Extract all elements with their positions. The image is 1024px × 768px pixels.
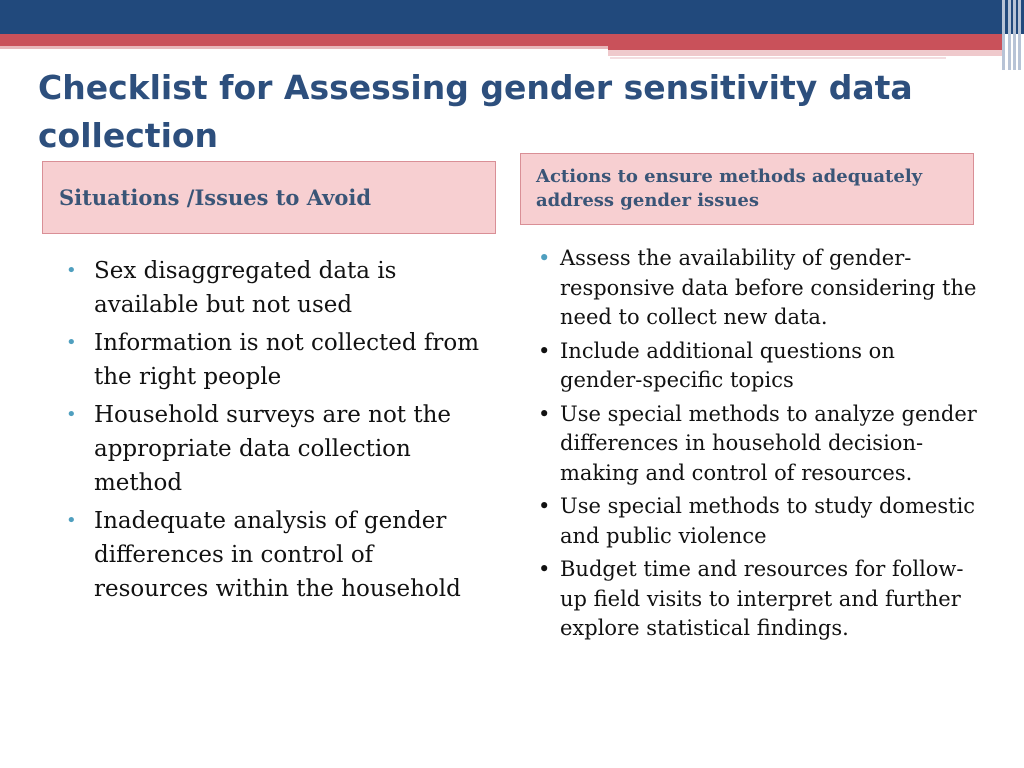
list-item xyxy=(66,398,486,500)
header-band-red xyxy=(0,34,610,46)
list-item-text: Sex disaggregated data is available but not used xyxy=(94,258,397,318)
bullet-icon: • xyxy=(66,510,77,531)
bullet-icon: • xyxy=(66,260,77,281)
list-item xyxy=(66,254,486,322)
list-item xyxy=(538,337,978,396)
bullet-icon: • xyxy=(538,557,551,581)
list-item xyxy=(66,326,486,394)
header-band-red-thin xyxy=(0,46,610,49)
actions-list xyxy=(538,244,978,648)
bullet-icon: • xyxy=(66,332,77,353)
list-item xyxy=(538,492,978,551)
bullet-icon: • xyxy=(66,404,77,425)
list-item-text: Household surveys are not the appropriate data collection method xyxy=(94,402,452,496)
right-column-header xyxy=(520,153,974,225)
situations-list xyxy=(66,254,486,610)
list-item xyxy=(538,400,978,489)
slide-title: Checklist for Assessing gender sensitivity data collection xyxy=(38,68,913,155)
list-item xyxy=(538,555,978,644)
header-stripes xyxy=(1000,0,1024,70)
list-item-text: Budget time and resources for follow-up field visits to interpret and further explore statistical findings. xyxy=(560,557,964,640)
list-item xyxy=(66,504,486,606)
bullet-icon: • xyxy=(538,494,551,518)
list-item-text: Use special methods to study domestic and public violence xyxy=(560,494,976,548)
bullet-icon: • xyxy=(538,246,551,270)
list-item-text: Use special methods to analyze gender differences in household decision-making and control of resources. xyxy=(560,401,977,485)
bullet-icon: • xyxy=(538,338,551,363)
header-band-blue xyxy=(0,0,1024,34)
left-column-header-text: Situations /Issues to Avoid xyxy=(59,185,372,210)
bullet-icon: • xyxy=(538,401,551,426)
list-item-text: Assess the availability of gender-responsive data before considering the need to collect new data. xyxy=(560,246,977,329)
right-column-header-text: Actions to ensure methods adequately address gender issues xyxy=(536,166,923,211)
list-item xyxy=(538,244,978,333)
list-item-text: Information is not collected from the right people xyxy=(94,330,480,390)
header-band-red-right xyxy=(608,34,1003,50)
list-item-text: Inadequate analysis of gender differences in control of resources within the household xyxy=(94,508,461,602)
left-column-header xyxy=(42,161,496,234)
header-band-pink-right xyxy=(608,50,1003,56)
header-accent-line xyxy=(610,57,946,59)
list-item-text: Include additional questions on gender-specific topics xyxy=(560,338,895,392)
